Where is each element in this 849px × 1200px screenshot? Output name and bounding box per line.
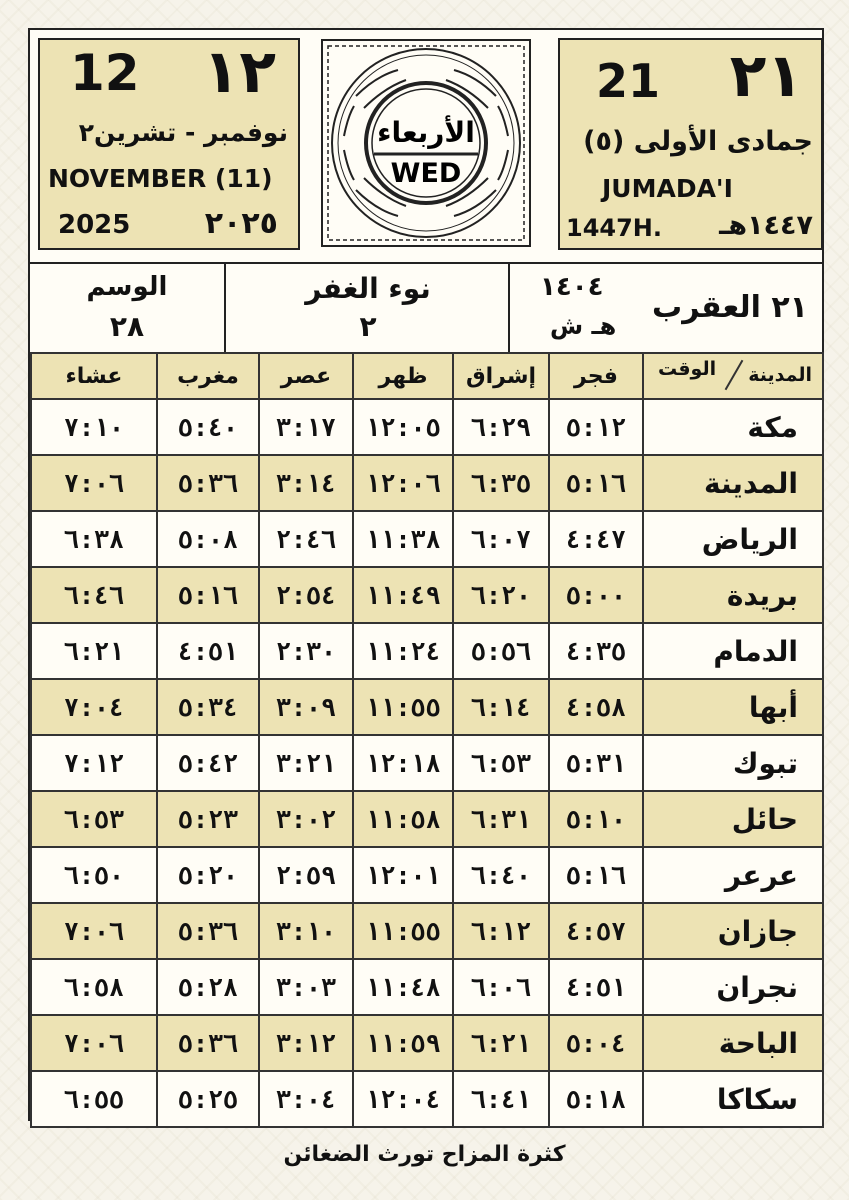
cell-maghrib: ٥:٣٦ bbox=[157, 903, 259, 959]
hijri-date-box bbox=[558, 38, 823, 250]
cell-isha: ٦:٥٥ bbox=[31, 1071, 157, 1127]
cell-dhuhr: ١١:٥٩ bbox=[353, 1015, 453, 1071]
table-row bbox=[31, 735, 823, 791]
cell-city: حائل bbox=[643, 791, 823, 847]
season-name: الوسم bbox=[86, 272, 168, 302]
cell-asr: ٣:١٧ bbox=[259, 399, 353, 455]
cell-dhuhr: ١٢:٠٥ bbox=[353, 399, 453, 455]
cell-asr: ٣:١٤ bbox=[259, 455, 353, 511]
cell-sunrise: ٦:٠٧ bbox=[453, 511, 549, 567]
cell-maghrib: ٥:٢٨ bbox=[157, 959, 259, 1015]
header-sunrise: إشراق bbox=[453, 353, 549, 399]
cell-fajr: ٥:١٠ bbox=[549, 791, 643, 847]
cell-dhuhr: ١١:٣٨ bbox=[353, 511, 453, 567]
footer-proverb: كثرة المزاح تورث الضغائن bbox=[283, 1142, 566, 1167]
cell-maghrib: ٥:٠٨ bbox=[157, 511, 259, 567]
cell-fajr: ٤:٥١ bbox=[549, 959, 643, 1015]
cell-isha: ٧:٠٤ bbox=[31, 679, 157, 735]
gregorian-month-en: NOVEMBER (11) bbox=[48, 164, 273, 193]
cell-sunrise: ٦:٤٠ bbox=[453, 847, 549, 903]
cell-fajr: ٥:١٢ bbox=[549, 399, 643, 455]
cell-city: أبها bbox=[643, 679, 823, 735]
table-row bbox=[31, 511, 823, 567]
cell-isha: ٧:٠٦ bbox=[31, 1015, 157, 1071]
season-cell bbox=[30, 264, 224, 354]
table-row bbox=[31, 679, 823, 735]
cell-asr: ٣:١٠ bbox=[259, 903, 353, 959]
cell-sunrise: ٦:٠٦ bbox=[453, 959, 549, 1015]
table-row bbox=[31, 959, 823, 1015]
cell-fajr: ٤:٥٧ bbox=[549, 903, 643, 959]
hijri-month-ar: جمادى الأولى (٥) bbox=[583, 126, 813, 157]
cell-isha: ٧:٠٦ bbox=[31, 455, 157, 511]
cell-sunrise: ٦:٢٠ bbox=[453, 567, 549, 623]
table-row bbox=[31, 903, 823, 959]
cell-maghrib: ٥:٢٠ bbox=[157, 847, 259, 903]
cell-isha: ٦:٤٦ bbox=[31, 567, 157, 623]
cell-maghrib: ٥:٣٤ bbox=[157, 679, 259, 735]
gregorian-year-en: 2025 bbox=[58, 210, 131, 240]
cell-isha: ٦:٣٨ bbox=[31, 511, 157, 567]
cell-asr: ٣:٠٣ bbox=[259, 959, 353, 1015]
cell-dhuhr: ١٢:١٨ bbox=[353, 735, 453, 791]
cell-asr: ٣:١٢ bbox=[259, 1015, 353, 1071]
cell-sunrise: ٦:٣١ bbox=[453, 791, 549, 847]
cell-city: بريدة bbox=[643, 567, 823, 623]
zodiac-sign: ٢١ العقرب bbox=[652, 290, 808, 325]
header-maghrib: مغرب bbox=[157, 353, 259, 399]
table-row bbox=[31, 455, 823, 511]
cell-maghrib: ٥:١٦ bbox=[157, 567, 259, 623]
gregorian-day-en: 12 bbox=[70, 44, 140, 102]
cell-maghrib: ٥:٣٦ bbox=[157, 455, 259, 511]
cell-fajr: ٥:٣١ bbox=[549, 735, 643, 791]
cell-asr: ٣:٢١ bbox=[259, 735, 353, 791]
hijri-year-ar: ١٤٤٧هـ bbox=[719, 210, 813, 241]
gregorian-month-ar: نوفمبر - تشرين٢ bbox=[78, 118, 288, 147]
cell-dhuhr: ١١:٥٥ bbox=[353, 679, 453, 735]
cell-isha: ٦:٥٨ bbox=[31, 959, 157, 1015]
hijri-day-ar: ٢١ bbox=[729, 41, 803, 111]
hijri-month-en: JUMADA'I bbox=[602, 174, 733, 203]
cell-asr: ٣:٠٢ bbox=[259, 791, 353, 847]
cell-maghrib: ٥:٢٣ bbox=[157, 791, 259, 847]
table-row bbox=[31, 1071, 823, 1127]
cell-maghrib: ٥:٤٢ bbox=[157, 735, 259, 791]
cell-dhuhr: ١٢:٠٤ bbox=[353, 1071, 453, 1127]
header-city: المدينة bbox=[748, 364, 812, 386]
cell-isha: ٧:١٢ bbox=[31, 735, 157, 791]
cell-isha: ٦:٥٣ bbox=[31, 791, 157, 847]
cell-sunrise: ٦:١٤ bbox=[453, 679, 549, 735]
cell-fajr: ٥:٠٠ bbox=[549, 567, 643, 623]
table-row bbox=[31, 1015, 823, 1071]
cell-sunrise: ٥:٥٦ bbox=[453, 623, 549, 679]
cell-asr: ٣:٠٩ bbox=[259, 679, 353, 735]
cell-isha: ٦:٢١ bbox=[31, 623, 157, 679]
cell-asr: ٢:٥٤ bbox=[259, 567, 353, 623]
hijri-year-en: 1447H. bbox=[566, 214, 662, 242]
table-header-row bbox=[31, 353, 823, 399]
cell-sunrise: ٦:٢١ bbox=[453, 1015, 549, 1071]
cell-fajr: ٥:٠٤ bbox=[549, 1015, 643, 1071]
cell-sunrise: ٦:١٢ bbox=[453, 903, 549, 959]
cell-dhuhr: ١١:٤٩ bbox=[353, 567, 453, 623]
cell-sunrise: ٦:٥٣ bbox=[453, 735, 549, 791]
gregorian-day-ar: ١٢ bbox=[202, 37, 276, 107]
cell-isha: ٧:١٠ bbox=[31, 399, 157, 455]
header-fajr: فجر bbox=[549, 353, 643, 399]
prayer-times-table bbox=[30, 352, 824, 1128]
star-day: ٢ bbox=[359, 310, 377, 343]
star-name: نوء الغفر bbox=[305, 272, 431, 305]
header-city-time bbox=[643, 353, 823, 399]
table-row bbox=[31, 791, 823, 847]
cell-dhuhr: ١١:٥٥ bbox=[353, 903, 453, 959]
solar-year: ١٤٠٤ bbox=[540, 272, 604, 302]
hijri-day-en: 21 bbox=[596, 54, 661, 108]
weekday-seal bbox=[318, 36, 534, 250]
cell-dhuhr: ١١:٤٨ bbox=[353, 959, 453, 1015]
header-dhuhr: ظهر bbox=[353, 353, 453, 399]
table-row bbox=[31, 567, 823, 623]
star-cell bbox=[224, 264, 508, 354]
header-isha: عشاء bbox=[31, 353, 157, 399]
table-row bbox=[31, 399, 823, 455]
table-row bbox=[31, 847, 823, 903]
cell-sunrise: ٦:٣٥ bbox=[453, 455, 549, 511]
cell-fajr: ٥:١٦ bbox=[549, 455, 643, 511]
cell-city: نجران bbox=[643, 959, 823, 1015]
cell-maghrib: ٥:٢٥ bbox=[157, 1071, 259, 1127]
cell-dhuhr: ١١:٥٨ bbox=[353, 791, 453, 847]
header-asr: عصر bbox=[259, 353, 353, 399]
cell-asr: ٢:٥٩ bbox=[259, 847, 353, 903]
cell-city: الدمام bbox=[643, 623, 823, 679]
cell-city: تبوك bbox=[643, 735, 823, 791]
cell-isha: ٦:٥٠ bbox=[31, 847, 157, 903]
weekday-en: WED bbox=[390, 158, 462, 189]
cell-fajr: ٥:١٨ bbox=[549, 1071, 643, 1127]
cell-maghrib: ٥:٤٠ bbox=[157, 399, 259, 455]
cell-fajr: ٥:١٦ bbox=[549, 847, 643, 903]
cell-asr: ٣:٠٤ bbox=[259, 1071, 353, 1127]
header-divider bbox=[725, 360, 744, 390]
cell-city: عرعر bbox=[643, 847, 823, 903]
cell-isha: ٧:٠٦ bbox=[31, 903, 157, 959]
cell-dhuhr: ١١:٢٤ bbox=[353, 623, 453, 679]
cell-city: سكاكا bbox=[643, 1071, 823, 1127]
gregorian-year-ar: ٢٠٢٥ bbox=[204, 206, 278, 241]
cell-city: مكة bbox=[643, 399, 823, 455]
cell-city: جازان bbox=[643, 903, 823, 959]
cell-maghrib: ٤:٥١ bbox=[157, 623, 259, 679]
cell-asr: ٢:٤٦ bbox=[259, 511, 353, 567]
solar-suffix: هـ ش bbox=[550, 312, 617, 340]
weekday-ar: الأربعاء bbox=[377, 116, 475, 149]
cell-city: الباحة bbox=[643, 1015, 823, 1071]
cell-maghrib: ٥:٣٦ bbox=[157, 1015, 259, 1071]
zodiac-cell bbox=[508, 264, 822, 354]
cell-city: المدينة bbox=[643, 455, 823, 511]
season-day: ٢٨ bbox=[109, 310, 145, 343]
cell-sunrise: ٦:٤١ bbox=[453, 1071, 549, 1127]
header-time: الوقت bbox=[658, 358, 717, 380]
table-row bbox=[31, 623, 823, 679]
cell-fajr: ٤:٤٧ bbox=[549, 511, 643, 567]
cell-sunrise: ٦:٢٩ bbox=[453, 399, 549, 455]
cell-fajr: ٤:٥٨ bbox=[549, 679, 643, 735]
info-row bbox=[30, 262, 822, 356]
cell-fajr: ٤:٣٥ bbox=[549, 623, 643, 679]
cell-asr: ٢:٣٠ bbox=[259, 623, 353, 679]
cell-city: الرياض bbox=[643, 511, 823, 567]
cell-dhuhr: ١٢:٠١ bbox=[353, 847, 453, 903]
gregorian-date-box bbox=[38, 38, 300, 250]
cell-dhuhr: ١٢:٠٦ bbox=[353, 455, 453, 511]
